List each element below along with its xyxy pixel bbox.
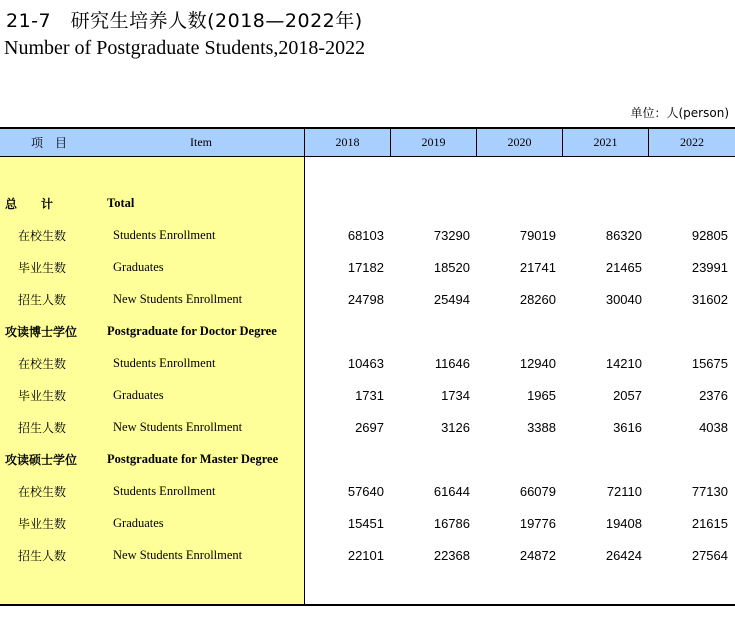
header-year: 2018 [304, 129, 390, 156]
row-label-cn: 招生人数 [18, 420, 67, 435]
value-cell: 30040 [605, 291, 642, 307]
value-cell: 57640 [347, 483, 384, 499]
header-item-cn: 项 目 [30, 136, 67, 150]
value-cell: 77130 [691, 483, 728, 499]
row-label-en: New Students Enrollment [113, 419, 243, 434]
unit-label: 单位：人(person) [630, 106, 729, 120]
value-cell: 19408 [605, 515, 642, 531]
value-cell: 1731 [355, 387, 384, 403]
value-cell: 1734 [441, 387, 470, 403]
row-label-cn: 在校生数 [18, 228, 67, 243]
row-label-en: Graduates [113, 259, 164, 274]
value-cell: 21741 [519, 259, 556, 275]
header-year: 2021 [562, 129, 648, 156]
value-cell: 22101 [347, 547, 384, 563]
data-table [0, 127, 735, 606]
row-label-cn: 毕业生数 [18, 516, 67, 531]
row-label-cn: 招生人数 [18, 292, 67, 307]
header-year: 2020 [476, 129, 562, 156]
value-cell: 27564 [691, 547, 728, 563]
row-label-cn: 毕业生数 [18, 260, 67, 275]
header-item-en: Item [190, 135, 212, 149]
table-row [0, 283, 735, 315]
table-row [0, 379, 735, 411]
value-cell: 2376 [699, 387, 728, 403]
value-cell: 14210 [605, 355, 642, 371]
row-label-en: New Students Enrollment [113, 291, 243, 306]
value-cell: 61644 [433, 483, 470, 499]
value-cell: 28260 [519, 291, 556, 307]
row-label-en: New Students Enrollment [113, 547, 243, 562]
value-cell: 24798 [347, 291, 384, 307]
value-cell: 24872 [519, 547, 556, 563]
value-cell: 17182 [347, 259, 384, 275]
section-row [0, 187, 735, 219]
value-cell: 23991 [691, 259, 728, 275]
table-body [0, 187, 735, 571]
value-cell: 3126 [441, 419, 470, 435]
table-header [0, 129, 735, 157]
row-label-en: Graduates [113, 387, 164, 402]
table-row [0, 219, 735, 251]
row-label-cn: 总 计 [5, 196, 54, 211]
value-cell: 31602 [691, 291, 728, 307]
table-row [0, 539, 735, 571]
value-cell: 68103 [347, 227, 384, 243]
page-title-chinese: 21-7 研究生培养人数(2018—2022年) [6, 10, 363, 32]
value-cell: 18520 [433, 259, 470, 275]
value-cell: 79019 [519, 227, 556, 243]
row-label-en: Postgraduate for Doctor Degree [107, 323, 277, 338]
table-row [0, 251, 735, 283]
value-cell: 19776 [519, 515, 556, 531]
section-row [0, 443, 735, 475]
row-label-en: Graduates [113, 515, 164, 530]
value-cell: 1965 [527, 387, 556, 403]
value-cell: 11646 [434, 355, 470, 371]
value-cell: 66079 [519, 483, 556, 499]
row-label-cn: 在校生数 [18, 484, 67, 499]
value-cell: 4038 [699, 419, 728, 435]
value-cell: 25494 [433, 291, 470, 307]
value-cell: 21465 [605, 259, 642, 275]
section-row [0, 315, 735, 347]
value-cell: 73290 [433, 227, 470, 243]
table-row [0, 507, 735, 539]
table-row [0, 347, 735, 379]
row-label-cn: 攻读硕士学位 [5, 452, 78, 467]
header-year: 2019 [390, 129, 476, 156]
row-label-cn: 招生人数 [18, 548, 67, 563]
value-cell: 3388 [527, 419, 556, 435]
value-cell: 10463 [347, 355, 384, 371]
value-cell: 2057 [613, 387, 642, 403]
value-cell: 12940 [519, 355, 556, 371]
row-label-cn: 在校生数 [18, 356, 67, 371]
table-row [0, 411, 735, 443]
value-cell: 3616 [613, 419, 642, 435]
value-cell: 92805 [691, 227, 728, 243]
row-label-en: Students Enrollment [113, 483, 216, 498]
value-cell: 15675 [691, 355, 728, 371]
table-bottom-rule [0, 604, 735, 606]
value-cell: 21615 [691, 515, 728, 531]
row-label-cn: 攻读博士学位 [5, 324, 78, 339]
row-label-cn: 毕业生数 [18, 388, 67, 403]
row-label-en: Students Enrollment [113, 355, 216, 370]
row-label-en: Postgraduate for Master Degree [107, 451, 279, 466]
value-cell: 26424 [605, 547, 642, 563]
value-cell: 22368 [433, 547, 470, 563]
page-title-english: Number of Postgraduate Students,2018-2022 [4, 37, 366, 59]
table-row [0, 475, 735, 507]
value-cell: 2697 [355, 419, 384, 435]
value-cell: 86320 [605, 227, 642, 243]
header-year: 2022 [648, 129, 735, 156]
row-label-en: Total [107, 195, 135, 210]
row-label-en: Students Enrollment [113, 227, 216, 242]
value-cell: 15451 [347, 515, 384, 531]
value-cell: 72110 [606, 483, 642, 499]
value-cell: 16786 [433, 515, 470, 531]
